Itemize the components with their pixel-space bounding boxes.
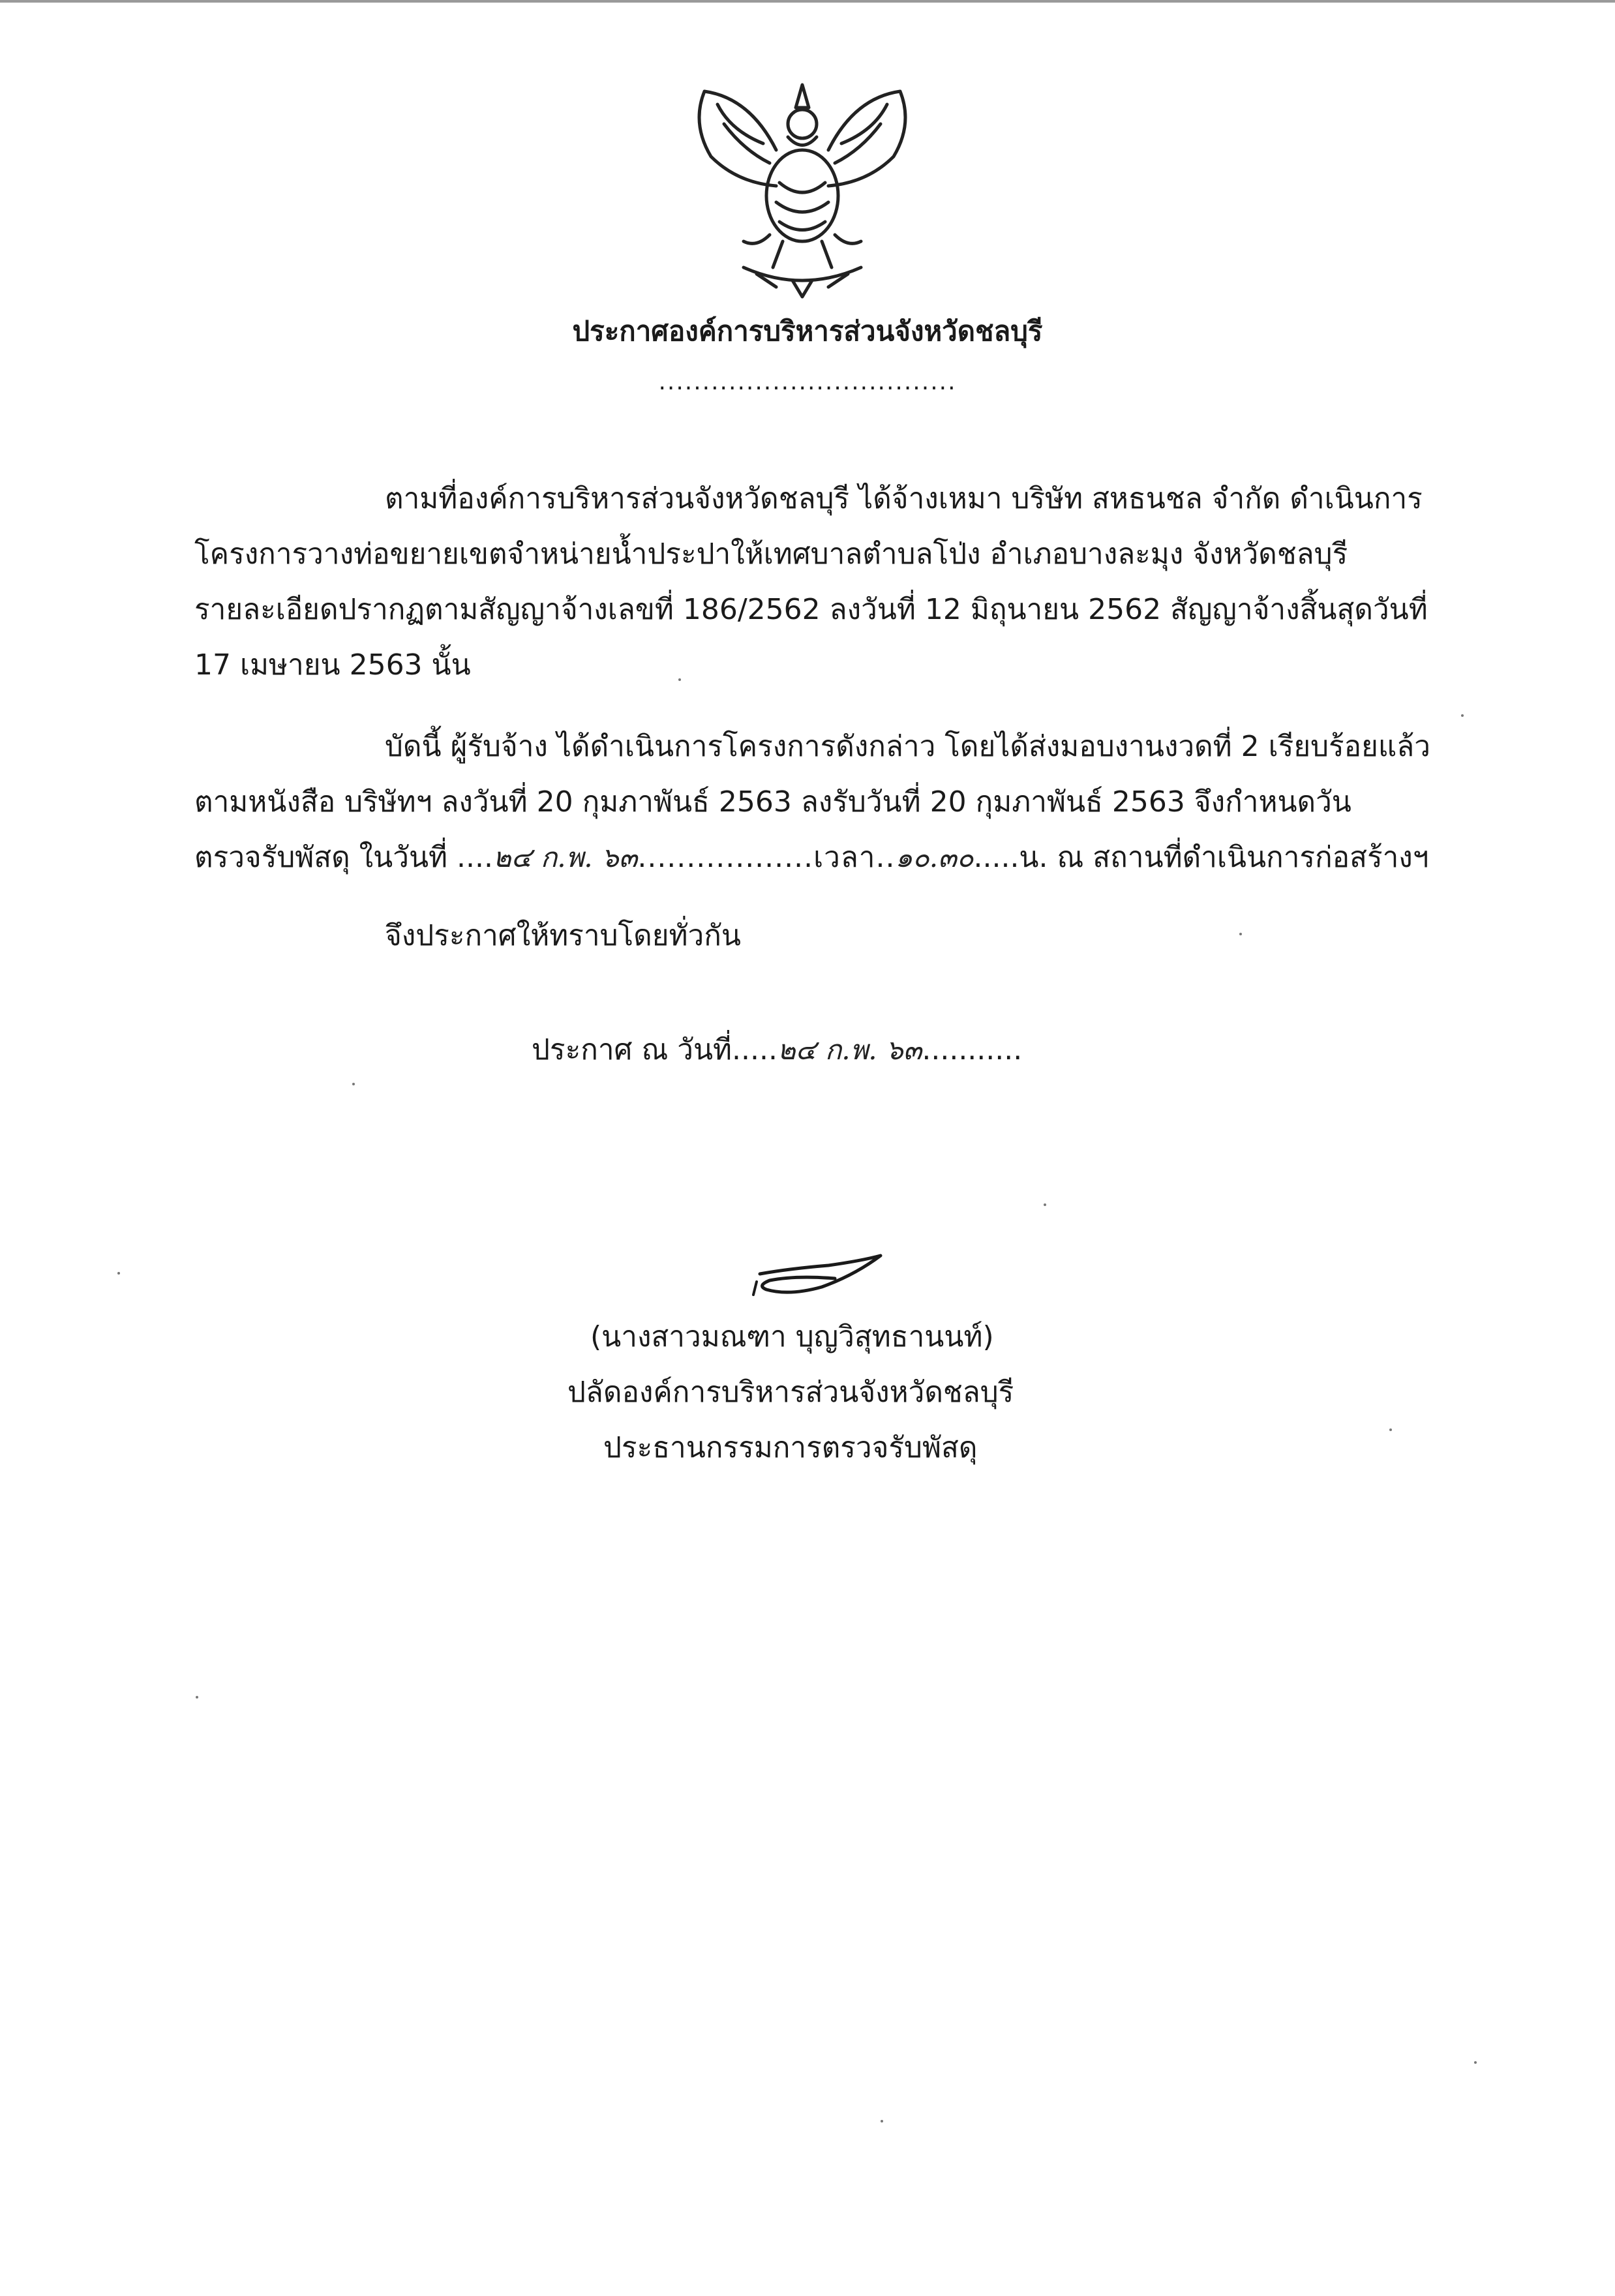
para2-line2: ตามหนังสือ บริษัทฯ ลงวันที่ 20 กุมภาพันธ์ 2563 ลงรับวันที่ 20 กุมภาพันธ์ 2563 จึงกำหนดวัน <box>194 785 1351 819</box>
signer-position: ปลัดองค์การบริหารส่วนจังหวัดชลบุรี <box>567 1376 1014 1409</box>
para2-line1: บัดนี้ ผู้รับจ้าง ได้ดำเนินการโครงการดังกล่าว โดยได้ส่งมอบงานงวดที่ 2 เรียบร้อยแล้ว <box>385 730 1430 763</box>
signature-icon <box>750 1249 894 1308</box>
para1-line2: โครงการวางท่อขยายเขตจำหน่ายน้ำประปาให้เทศบาลตำบลโป่ง อำเภอบางละมุง จังหวัดชลบุรี <box>194 537 1348 571</box>
inspection-location: .....น. ณ สถานที่ดำเนินการก่อสร้างฯ <box>973 841 1429 874</box>
para1-line3: รายละเอียดปรากฏตามสัญญาจ้างเลขที่ 186/2562 ลงวันที่ 12 มิถุนายน 2562 สัญญาจ้างสิ้นสุดวันที่ <box>194 593 1428 626</box>
garuda-emblem-icon <box>665 72 939 300</box>
announce-date-handwritten: ๒๔ ก.พ. ๖๓ <box>777 1034 922 1066</box>
inspection-date-handwritten: ๒๔ ก.พ. ๖๓ <box>492 841 638 873</box>
announce-date-prefix: ประกาศ ณ วันที่..... <box>532 1033 777 1066</box>
inspection-time-prefix: ..................เวลา.. <box>637 841 896 874</box>
title-separator: .................................. <box>658 369 957 395</box>
signer-role: ประธานกรรมการตรวจรับพัสดุ <box>603 1431 978 1464</box>
announce-date-suffix: ........... <box>922 1033 1023 1066</box>
inspection-time-handwritten: ๑๐.๓๐ <box>895 841 974 873</box>
signer-name: (นางสาวมณฑา บุญวิสุทธานนท์) <box>590 1320 994 1353</box>
announce-date-line <box>532 1031 1022 1070</box>
para2-line3 <box>194 838 1428 877</box>
closing-statement: จึงประกาศให้ทราบโดยทั่วกัน <box>385 919 741 952</box>
para1-line1: ตามที่องค์การบริหารส่วนจังหวัดชลบุรี ได้จ้างเหมา บริษัท สหธนชล จำกัด ดำเนินการ <box>385 482 1423 515</box>
para1-line4: 17 เมษายน 2563 นั้น <box>194 648 471 682</box>
inspection-date-prefix: ตรวจรับพัสดุ ในวันที่ .... <box>194 841 493 874</box>
document-title: ประกาศองค์การบริหารส่วนจังหวัดชลบุรี <box>572 315 1043 347</box>
scan-edge <box>0 0 1615 3</box>
